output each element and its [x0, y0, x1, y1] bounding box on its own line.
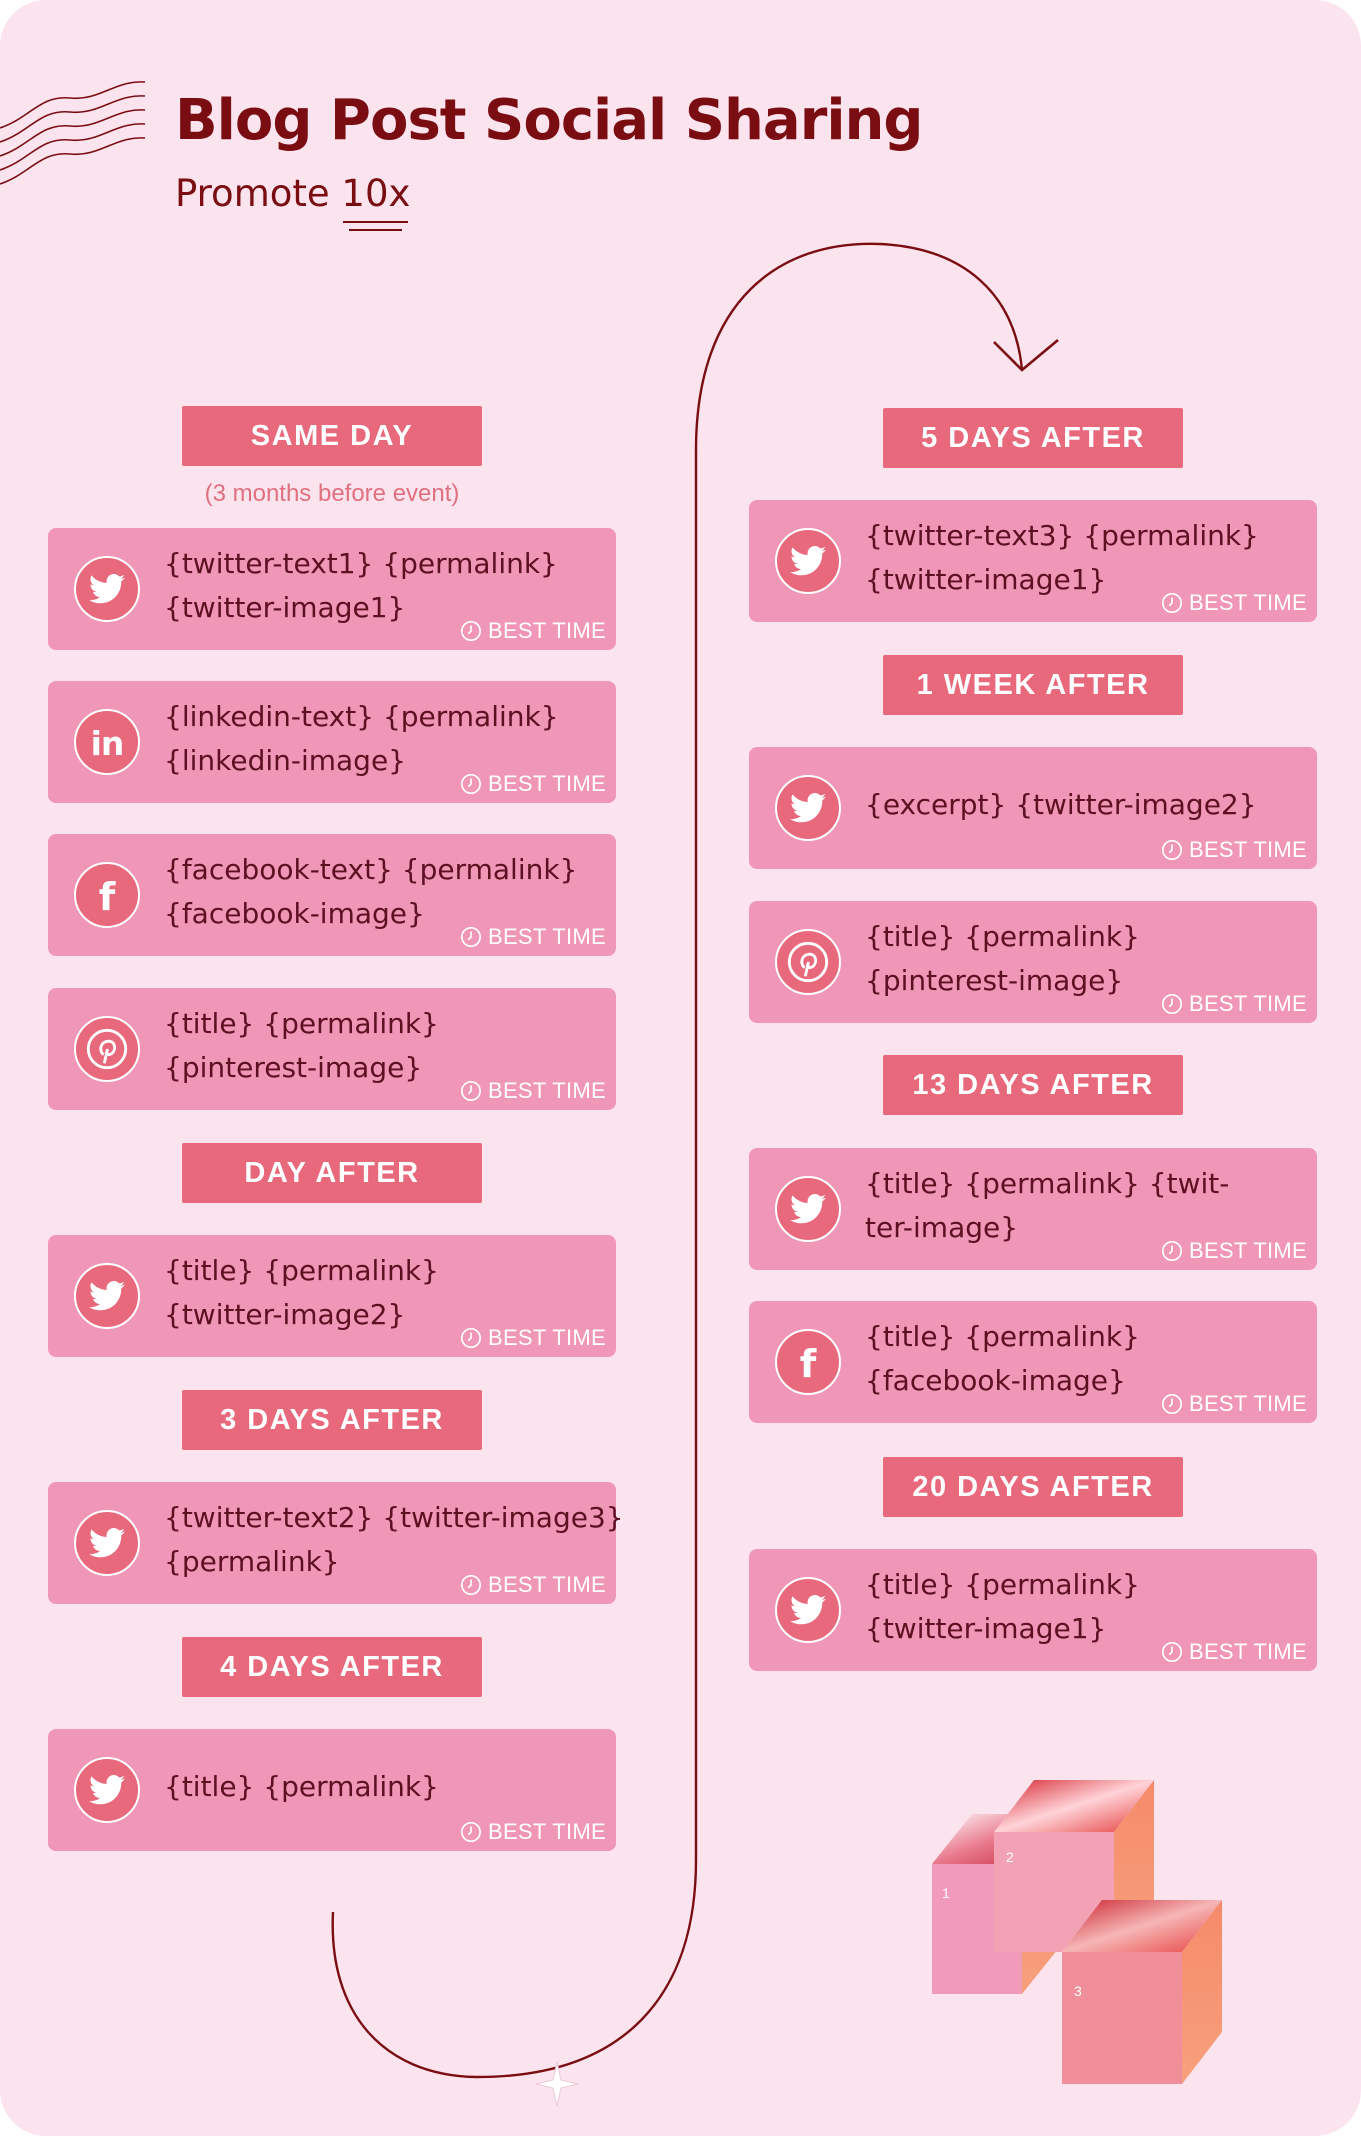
post-text: {title} {permalink} {twitter-image1} [865, 1568, 1140, 1645]
clock-icon [1161, 993, 1183, 1015]
twitter-icon [775, 1176, 841, 1242]
twitter-icon [74, 556, 140, 622]
subtitle-prefix: Promote [175, 172, 342, 215]
best-time [460, 1819, 606, 1845]
subtitle-accent: 10x [341, 172, 411, 215]
clock-icon [460, 773, 482, 795]
facebook-icon: f [775, 1329, 841, 1395]
best-time-label: BEST TIME [487, 1819, 606, 1844]
post-text: {title} {permalink} {twitter-image2} [164, 1254, 439, 1331]
clock-icon [1161, 1641, 1183, 1663]
twitter-icon [74, 1757, 140, 1823]
post-text: {facebook-text} {permalink} {facebook-image} [164, 853, 578, 930]
best-time-label: BEST TIME [487, 771, 606, 796]
post-text: {title} {permalink} {pinterest-image} [865, 920, 1140, 997]
badge-3-days-after: 3 DAYS AFTER [182, 1390, 482, 1450]
pinterest-icon [74, 1016, 140, 1082]
badge-1-week-after: 1 WEEK AFTER [883, 655, 1183, 715]
best-time [460, 618, 606, 644]
post-card-twitter [749, 1148, 1317, 1270]
badge-20-days-after: 20 DAYS AFTER [883, 1457, 1183, 1517]
best-time-label: BEST TIME [1188, 1639, 1307, 1664]
clock-icon [1161, 839, 1183, 861]
post-card-twitter [749, 1549, 1317, 1671]
post-card-twitter [48, 1729, 616, 1851]
twitter-icon [775, 1577, 841, 1643]
best-time-label: BEST TIME [1188, 1391, 1307, 1416]
twitter-icon [775, 775, 841, 841]
arrow-head-icon [994, 340, 1058, 370]
cube-label-3: 3 [1074, 1983, 1082, 1999]
clock-icon [460, 1821, 482, 1843]
badge-day-after: DAY AFTER [182, 1143, 482, 1203]
best-time [1161, 1391, 1307, 1417]
best-time [460, 1078, 606, 1104]
post-card-facebook [749, 1301, 1317, 1423]
best-time [1161, 991, 1307, 1017]
best-time-label: BEST TIME [487, 1325, 606, 1350]
best-time [460, 1572, 606, 1598]
badge-4-days-after: 4 DAYS AFTER [182, 1637, 482, 1697]
facebook-icon: f [74, 862, 140, 928]
clock-icon [460, 1574, 482, 1596]
clock-icon [1161, 1393, 1183, 1415]
page-title: Blog Post Social Sharing [175, 88, 923, 153]
cube-label-2: 2 [1006, 1849, 1014, 1865]
best-time-label: BEST TIME [1188, 590, 1307, 615]
clock-icon [460, 620, 482, 642]
post-text: {linkedin-text} {permalink} {linkedin-image} [164, 700, 559, 777]
best-time [460, 1325, 606, 1351]
best-time [460, 771, 606, 797]
clock-icon [1161, 592, 1183, 614]
best-time-label: BEST TIME [1188, 1238, 1307, 1263]
clock-icon [460, 1080, 482, 1102]
post-card-twitter [48, 528, 616, 650]
badge-same-day: SAME DAY [182, 406, 482, 466]
post-card-twitter [749, 747, 1317, 869]
post-text: {excerpt} {twitter-image2} [865, 788, 1257, 821]
post-card-linkedin [48, 681, 616, 803]
cubes-illustration [922, 1772, 1232, 2092]
best-time [1161, 837, 1307, 863]
best-time [1161, 590, 1307, 616]
badge-5-days-after: 5 DAYS AFTER [883, 408, 1183, 468]
best-time-label: BEST TIME [1188, 991, 1307, 1016]
cube-3 [1062, 1900, 1222, 2084]
post-card-pinterest [48, 988, 616, 1110]
best-time [460, 924, 606, 950]
post-text: {twitter-text2} {twitter-image3} {permalink} [164, 1501, 624, 1578]
best-time-label: BEST TIME [487, 618, 606, 643]
post-card-pinterest [749, 901, 1317, 1023]
pinterest-icon [775, 929, 841, 995]
best-time-label: BEST TIME [487, 1572, 606, 1597]
post-text: {twitter-text1} {permalink} {twitter-image1} [164, 547, 558, 624]
event-note: (3 months before event) [204, 480, 460, 507]
sparkle-icon [536, 2062, 578, 2106]
best-time-label: BEST TIME [487, 924, 606, 949]
best-time-label: BEST TIME [1188, 837, 1307, 862]
badge-13-days-after: 13 DAYS AFTER [883, 1055, 1183, 1115]
post-card-twitter [48, 1235, 616, 1357]
post-text: {title} {permalink} [164, 1770, 439, 1803]
post-text: {title} {permalink} {twit- ter-image} [865, 1167, 1230, 1244]
twitter-icon [74, 1510, 140, 1576]
linkedin-icon: in [74, 709, 140, 775]
post-card-facebook [48, 834, 616, 956]
post-text: {title} {permalink} {pinterest-image} [164, 1007, 439, 1084]
clock-icon [460, 1327, 482, 1349]
post-card-twitter [749, 500, 1317, 622]
clock-icon [460, 926, 482, 948]
post-text: {title} {permalink} {facebook-image} [865, 1320, 1140, 1397]
best-time [1161, 1639, 1307, 1665]
post-card-twitter [48, 1482, 624, 1604]
twitter-icon [74, 1263, 140, 1329]
best-time-label: BEST TIME [487, 1078, 606, 1103]
clock-icon [1161, 1240, 1183, 1262]
best-time [1161, 1238, 1307, 1264]
post-text: {twitter-text3} {permalink} {twitter-image1} [865, 519, 1259, 596]
cube-label-1: 1 [942, 1885, 950, 1901]
twitter-icon [775, 528, 841, 594]
